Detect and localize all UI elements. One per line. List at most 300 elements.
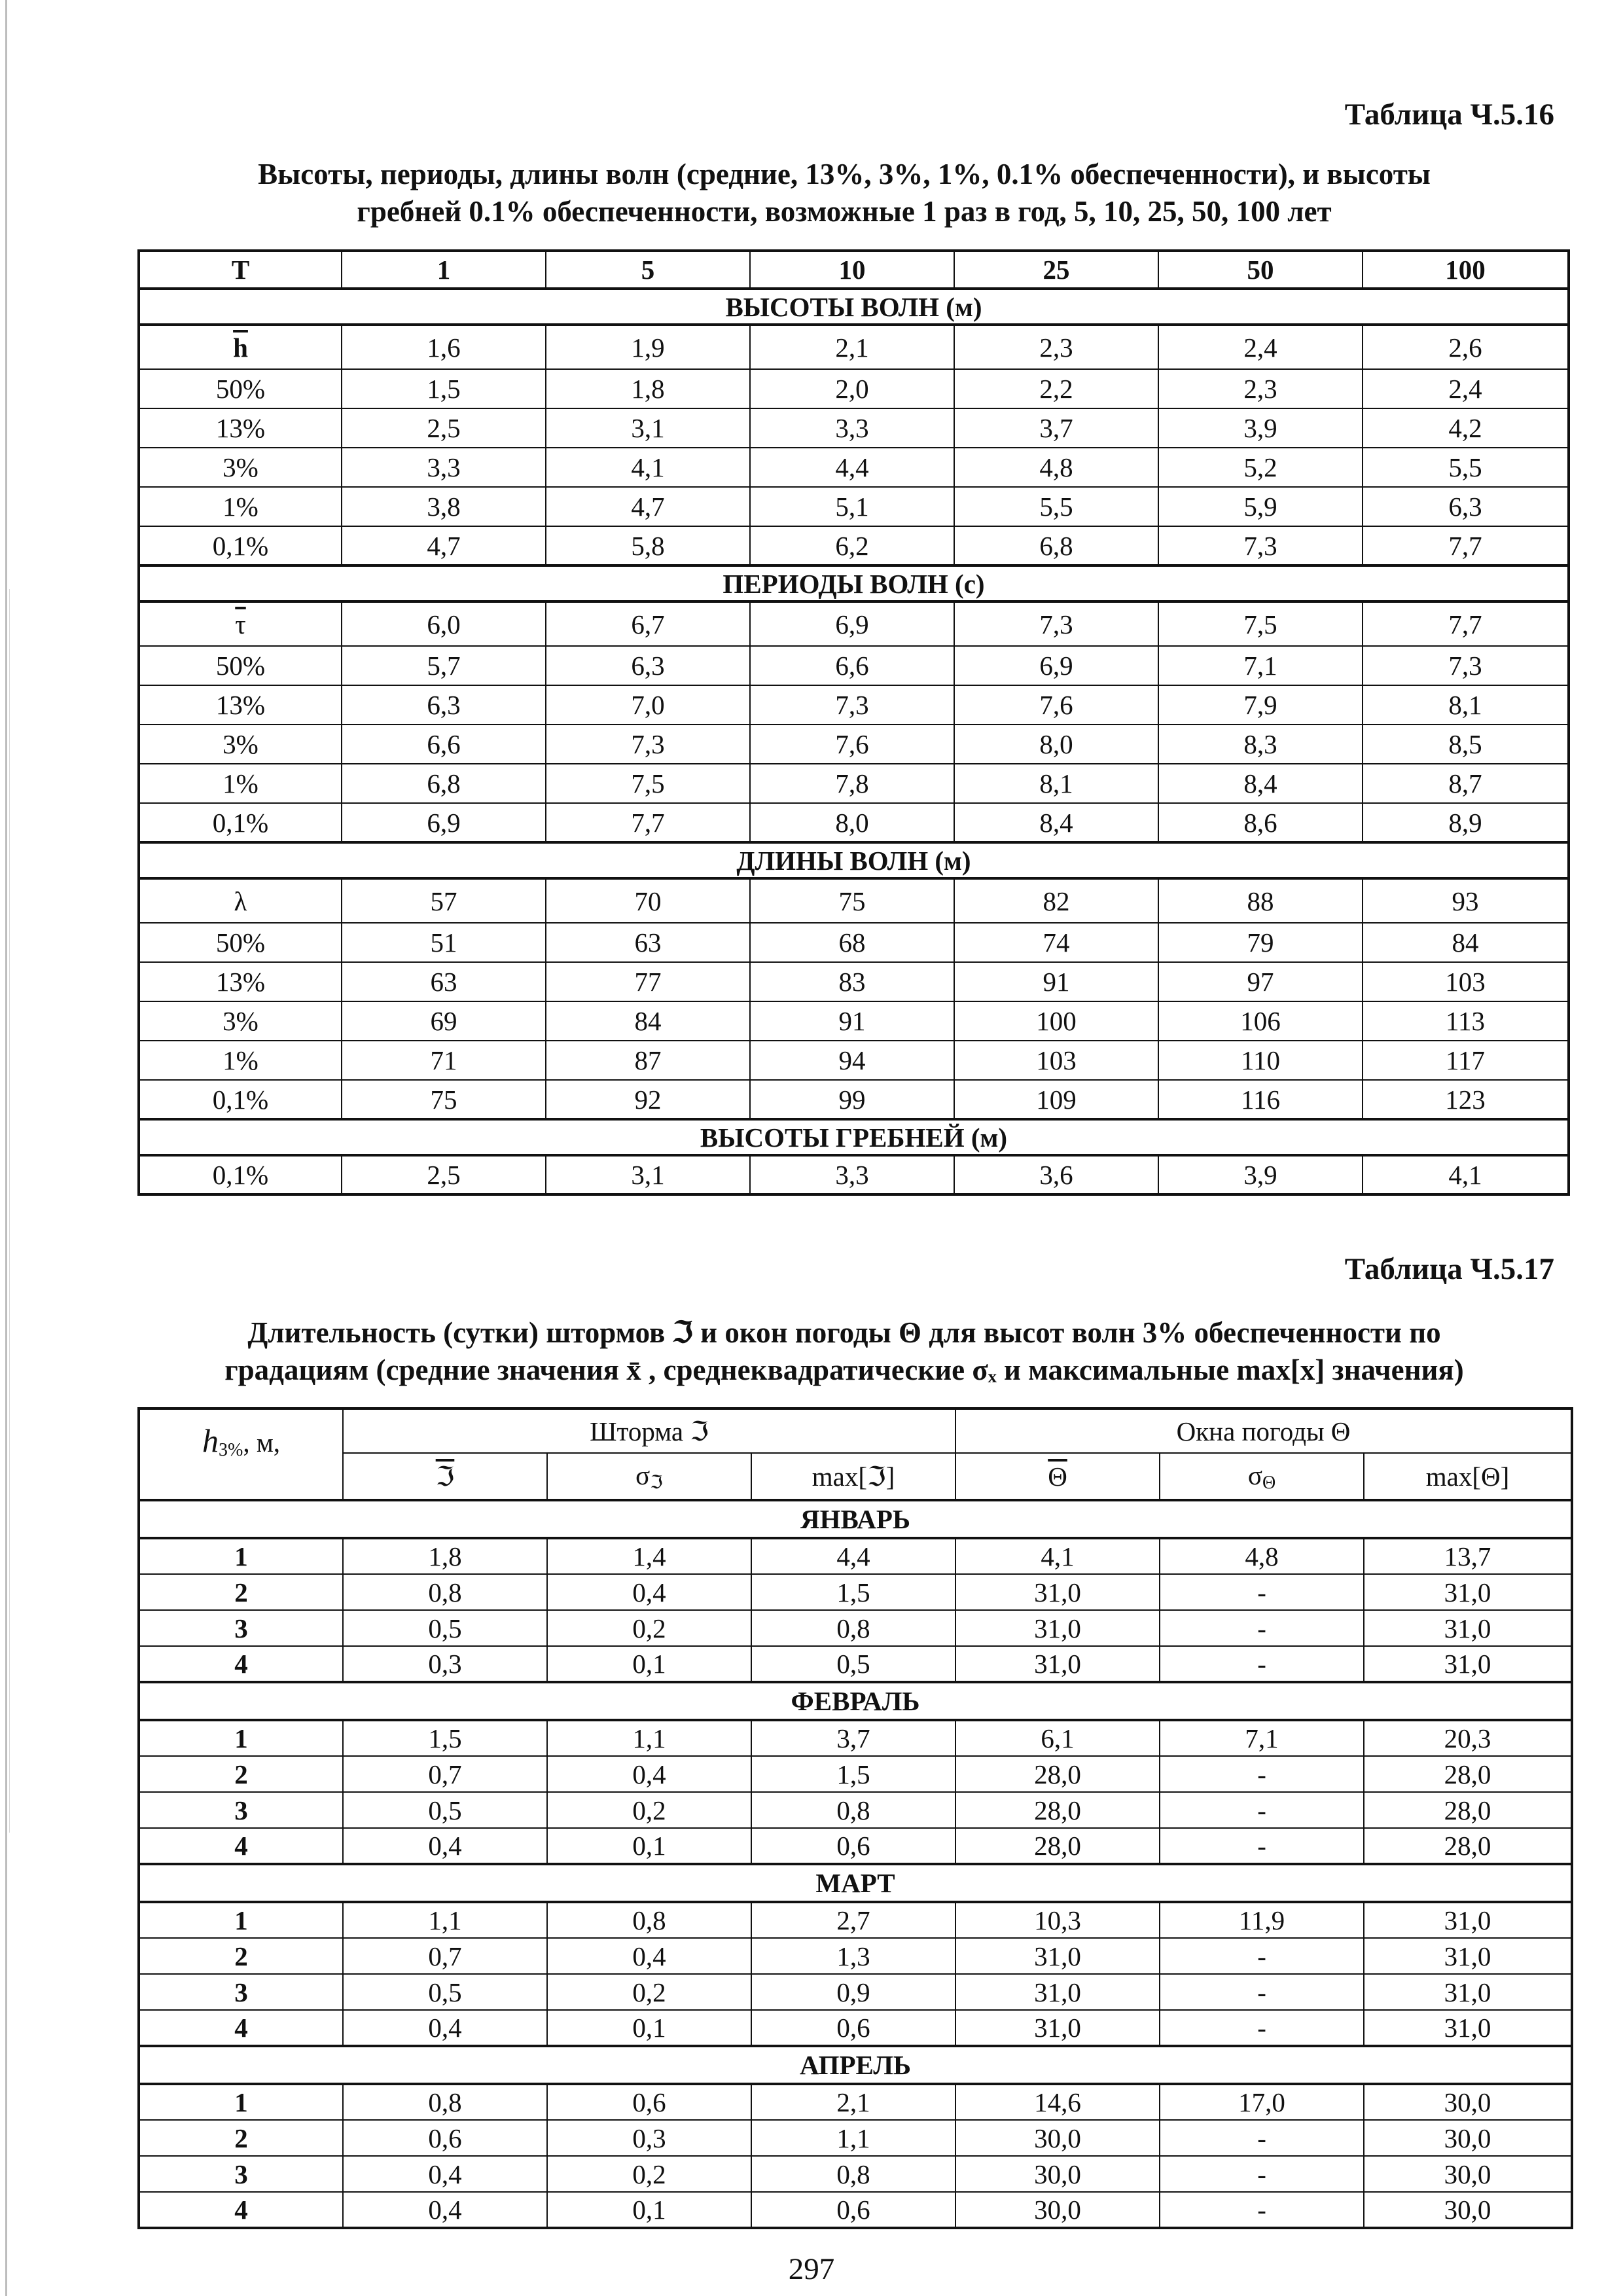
value-cell: 4,4 <box>751 1538 955 1574</box>
table1-caption-line1: Высоты, периоды, длины волн (средние, 13%, 3%, 1%, 0.1% обеспеченности), и высоты <box>258 158 1431 190</box>
value-cell: 0,8 <box>343 1574 547 1610</box>
value-cell: 28,0 <box>1364 1756 1572 1792</box>
value-cell: 2,4 <box>1363 369 1569 408</box>
value-cell: 8,1 <box>954 764 1158 803</box>
value-cell: 0,4 <box>343 2156 547 2192</box>
value-cell: 1,9 <box>546 325 750 369</box>
value-cell: 0,5 <box>343 1974 547 2010</box>
value-cell: 5,5 <box>954 487 1158 526</box>
value-cell: 0,1 <box>547 2010 751 2046</box>
scan-edge-line <box>5 0 7 2296</box>
value-cell: 0,6 <box>751 2010 955 2046</box>
row-label-cell: 1% <box>139 764 342 803</box>
value-cell: 68 <box>750 923 954 962</box>
value-cell: 3,1 <box>546 408 750 448</box>
value-cell: 4,8 <box>954 448 1158 487</box>
table1-label: Таблица Ч.5.16 <box>1344 98 1554 132</box>
row-label-cell: 13% <box>139 685 342 725</box>
value-cell: 4,7 <box>342 526 546 565</box>
value-cell: 7,7 <box>546 803 750 842</box>
value-cell: 0,1 <box>547 1646 751 1682</box>
storm-duration-table <box>137 1407 1573 2229</box>
value-cell: 20,3 <box>1364 1720 1572 1756</box>
table-row <box>139 646 1569 685</box>
value-cell: 7,7 <box>1363 601 1569 646</box>
value-cell: 7,6 <box>954 685 1158 725</box>
month-header-row <box>139 1864 1572 1902</box>
value-cell: 100 <box>954 1001 1158 1041</box>
value-cell: 106 <box>1158 1001 1363 1041</box>
table-row <box>139 1538 1572 1574</box>
value-cell: 0,1 <box>547 2192 751 2228</box>
value-cell: 14,6 <box>955 2084 1160 2120</box>
value-cell: 7,5 <box>1158 601 1363 646</box>
gradation-cell: 4 <box>139 2010 343 2046</box>
storm-sigma-subscript: ℑ <box>650 1472 663 1493</box>
gradation-cell: 4 <box>139 1828 343 1864</box>
value-cell: 3,9 <box>1158 1155 1363 1194</box>
value-cell: 7,3 <box>1158 526 1363 565</box>
header-cell: T <box>139 251 342 289</box>
section-title: ДЛИНЫ ВОЛН (м) <box>139 842 1569 878</box>
value-cell: 7,5 <box>546 764 750 803</box>
value-cell: 3,6 <box>954 1155 1158 1194</box>
table-row <box>139 526 1569 565</box>
value-cell: 30,0 <box>955 2192 1160 2228</box>
value-cell: 6,7 <box>546 601 750 646</box>
value-cell: 4,7 <box>546 487 750 526</box>
value-cell: 8,4 <box>954 803 1158 842</box>
value-cell: 7,8 <box>750 764 954 803</box>
value-cell: 13,7 <box>1364 1538 1572 1574</box>
value-cell: 87 <box>546 1041 750 1080</box>
value-cell: 6,9 <box>342 803 546 842</box>
gradation-cell: 2 <box>139 1756 343 1792</box>
table1-caption <box>131 156 1558 230</box>
value-cell: 0,4 <box>547 1938 751 1974</box>
table-row <box>139 923 1569 962</box>
header-cell: 50 <box>1158 251 1363 289</box>
value-cell: 6,9 <box>750 601 954 646</box>
table-row <box>139 2010 1572 2046</box>
row-label-cell: 0,1% <box>139 1080 342 1119</box>
value-cell: 6,8 <box>342 764 546 803</box>
storm-sigma-symbol: σ <box>635 1460 651 1490</box>
value-cell: 113 <box>1363 1001 1569 1041</box>
value-cell: 97 <box>1158 962 1363 1001</box>
value-cell: 91 <box>954 962 1158 1001</box>
value-cell: 0,6 <box>751 1828 955 1864</box>
value-cell: 93 <box>1363 878 1569 923</box>
storm-max-header: max[ℑ] <box>751 1453 955 1500</box>
value-cell: 1,4 <box>547 1538 751 1574</box>
value-cell: - <box>1160 1574 1364 1610</box>
gradation-cell: 2 <box>139 1574 343 1610</box>
table-row <box>139 2156 1572 2192</box>
value-cell: 77 <box>546 962 750 1001</box>
value-cell: 2,5 <box>342 1155 546 1194</box>
value-cell: 1,6 <box>342 325 546 369</box>
section-header-row <box>139 289 1569 325</box>
value-cell: 7,6 <box>750 725 954 764</box>
value-cell: - <box>1160 2192 1364 2228</box>
value-cell: 69 <box>342 1001 546 1041</box>
value-cell: 74 <box>954 923 1158 962</box>
row-label-cell: 50% <box>139 646 342 685</box>
window-max-header: max[Θ] <box>1364 1453 1572 1500</box>
value-cell: 1,5 <box>751 1574 955 1610</box>
month-header-row <box>139 1500 1572 1538</box>
value-cell: 6,6 <box>750 646 954 685</box>
value-cell: 0,8 <box>547 1902 751 1938</box>
value-cell: 0,8 <box>751 2156 955 2192</box>
value-cell: 83 <box>750 962 954 1001</box>
value-cell: 30,0 <box>1364 2084 1572 2120</box>
table-row <box>139 408 1569 448</box>
value-cell: 4,4 <box>750 448 954 487</box>
table-row <box>139 1792 1572 1828</box>
h3-subscript: 3% <box>218 1440 243 1460</box>
value-cell: 8,9 <box>1363 803 1569 842</box>
value-cell: 5,5 <box>1363 448 1569 487</box>
table-row <box>139 1080 1569 1119</box>
table-row <box>139 1041 1569 1080</box>
row-label-cell: 1% <box>139 487 342 526</box>
value-cell: 1,1 <box>547 1720 751 1756</box>
h3-symbol: h <box>202 1422 219 1459</box>
value-cell: 0,7 <box>343 1756 547 1792</box>
value-cell: 3,3 <box>342 448 546 487</box>
value-cell: 1,8 <box>343 1538 547 1574</box>
gradation-cell: 1 <box>139 1720 343 1756</box>
section-title: ВЫСОТЫ ГРЕБНЕЙ (м) <box>139 1119 1569 1155</box>
table1-header-row <box>139 251 1569 289</box>
value-cell: 30,0 <box>1364 2192 1572 2228</box>
value-cell: 2,3 <box>954 325 1158 369</box>
table-row <box>139 2192 1572 2228</box>
value-cell: - <box>1160 2156 1364 2192</box>
value-cell: 0,8 <box>343 2084 547 2120</box>
value-cell: 28,0 <box>955 1828 1160 1864</box>
storms-group-header: Шторма ℑ <box>343 1408 955 1453</box>
value-cell: 31,0 <box>1364 1974 1572 2010</box>
value-cell: 0,8 <box>751 1792 955 1828</box>
table-row <box>139 1828 1572 1864</box>
value-cell: 91 <box>750 1001 954 1041</box>
table1-caption-line2: гребней 0.1% обеспеченности, возможные 1 раз в год, 5, 10, 25, 50, 100 лет <box>357 195 1332 228</box>
gradation-cell: 2 <box>139 2120 343 2156</box>
value-cell: 31,0 <box>955 1974 1160 2010</box>
value-cell: 6,3 <box>1363 487 1569 526</box>
value-cell: 2,1 <box>751 2084 955 2120</box>
table-row <box>139 487 1569 526</box>
gradation-cell: 1 <box>139 2084 343 2120</box>
month-header-row <box>139 1682 1572 1720</box>
gradation-cell: 2 <box>139 1938 343 1974</box>
value-cell: 63 <box>342 962 546 1001</box>
value-cell: 82 <box>954 878 1158 923</box>
scan-edge-line-faint <box>9 589 10 1833</box>
value-cell: 6,6 <box>342 725 546 764</box>
value-cell: 1,5 <box>751 1756 955 1792</box>
value-cell: 8,0 <box>954 725 1158 764</box>
value-cell: 31,0 <box>1364 1610 1572 1646</box>
table-row <box>139 601 1569 646</box>
value-cell: 3,7 <box>954 408 1158 448</box>
value-cell: 57 <box>342 878 546 923</box>
table2-caption-line1: Длительность (сутки) штормов ℑ и окон погоды Θ для высот волн 3% обеспеченности по <box>247 1316 1441 1349</box>
value-cell: 17,0 <box>1160 2084 1364 2120</box>
value-cell: 0,4 <box>547 1574 751 1610</box>
value-cell: 28,0 <box>1364 1828 1572 1864</box>
section-header-row <box>139 565 1569 601</box>
value-cell: 8,1 <box>1363 685 1569 725</box>
value-cell: 3,8 <box>342 487 546 526</box>
value-cell: 116 <box>1158 1080 1363 1119</box>
value-cell: 0,6 <box>343 2120 547 2156</box>
value-cell: 2,5 <box>342 408 546 448</box>
row-label-cell: 50% <box>139 923 342 962</box>
value-cell: 0,2 <box>547 1610 751 1646</box>
value-cell: 2,3 <box>1158 369 1363 408</box>
row-label-cell: 13% <box>139 408 342 448</box>
value-cell: 0,5 <box>343 1792 547 1828</box>
value-cell: 7,9 <box>1158 685 1363 725</box>
value-cell: 0,4 <box>343 2192 547 2228</box>
value-cell: 109 <box>954 1080 1158 1119</box>
value-cell: - <box>1160 2120 1364 2156</box>
value-cell: 31,0 <box>1364 1938 1572 1974</box>
value-cell: 8,5 <box>1363 725 1569 764</box>
value-cell: 0,5 <box>751 1646 955 1682</box>
value-cell: 3,7 <box>751 1720 955 1756</box>
value-cell: 7,3 <box>954 601 1158 646</box>
value-cell: 84 <box>1363 923 1569 962</box>
value-cell: 31,0 <box>1364 1902 1572 1938</box>
value-cell: 4,1 <box>546 448 750 487</box>
value-cell: 0,2 <box>547 1792 751 1828</box>
value-cell: 0,9 <box>751 1974 955 2010</box>
value-cell: 4,8 <box>1160 1538 1364 1574</box>
row-label-cell: 0,1% <box>139 1155 342 1194</box>
value-cell: 84 <box>546 1001 750 1041</box>
value-cell: 5,1 <box>750 487 954 526</box>
value-cell: 1,3 <box>751 1938 955 1974</box>
section-title: ВЫСОТЫ ВОЛН (м) <box>139 289 1569 325</box>
value-cell: 0,1 <box>547 1828 751 1864</box>
value-cell: 6,2 <box>750 526 954 565</box>
value-cell: 1,8 <box>546 369 750 408</box>
value-cell: 5,7 <box>342 646 546 685</box>
value-cell: 31,0 <box>955 2010 1160 2046</box>
value-cell: 28,0 <box>955 1756 1160 1792</box>
month-title: МАРТ <box>139 1864 1572 1902</box>
gradation-cell: 4 <box>139 1646 343 1682</box>
value-cell: 0,6 <box>751 2192 955 2228</box>
value-cell: 51 <box>342 923 546 962</box>
value-cell: 2,4 <box>1158 325 1363 369</box>
value-cell: 70 <box>546 878 750 923</box>
row-label-cell: $\overline{h}$ <box>139 325 342 369</box>
table-row <box>139 1756 1572 1792</box>
value-cell: 92 <box>546 1080 750 1119</box>
value-cell: 7,1 <box>1158 646 1363 685</box>
table-row <box>139 325 1569 369</box>
value-cell: 31,0 <box>955 1574 1160 1610</box>
gradation-cell: 3 <box>139 2156 343 2192</box>
value-cell: 2,7 <box>751 1902 955 1938</box>
value-cell: 75 <box>750 878 954 923</box>
table-row <box>139 962 1569 1001</box>
value-cell: 7,3 <box>546 725 750 764</box>
h3-column-header <box>139 1408 343 1500</box>
value-cell: 8,7 <box>1363 764 1569 803</box>
value-cell: 31,0 <box>955 1646 1160 1682</box>
value-cell: 30,0 <box>955 2156 1160 2192</box>
table-row <box>139 1574 1572 1610</box>
table-row <box>139 1720 1572 1756</box>
value-cell: 3,3 <box>750 408 954 448</box>
value-cell: 5,2 <box>1158 448 1363 487</box>
storm-mean-header: ℑ <box>343 1453 547 1500</box>
value-cell: 3,9 <box>1158 408 1363 448</box>
window-sigma-subscript: Θ <box>1262 1472 1276 1493</box>
table-row <box>139 878 1569 923</box>
gradation-cell: 1 <box>139 1538 343 1574</box>
value-cell: 28,0 <box>955 1792 1160 1828</box>
value-cell: 5,8 <box>546 526 750 565</box>
value-cell: 0,2 <box>547 2156 751 2192</box>
value-cell: 4,2 <box>1363 408 1569 448</box>
section-title: ПЕРИОДЫ ВОЛН (с) <box>139 565 1569 601</box>
row-label-cell: 3% <box>139 448 342 487</box>
value-cell: 6,3 <box>546 646 750 685</box>
value-cell: 8,6 <box>1158 803 1363 842</box>
table2-header-row-1 <box>139 1408 1572 1453</box>
section-header-row <box>139 842 1569 878</box>
gradation-cell: 3 <box>139 1974 343 2010</box>
value-cell: 1,5 <box>343 1720 547 1756</box>
section-header-row <box>139 1119 1569 1155</box>
value-cell: 110 <box>1158 1041 1363 1080</box>
value-cell: 31,0 <box>1364 2010 1572 2046</box>
window-sigma-header <box>1160 1453 1364 1500</box>
value-cell: - <box>1160 1828 1364 1864</box>
table-row <box>139 1974 1572 2010</box>
value-cell: 0,6 <box>547 2084 751 2120</box>
value-cell: 4,1 <box>955 1538 1160 1574</box>
value-cell: 94 <box>750 1041 954 1080</box>
table-row <box>139 1902 1572 1938</box>
value-cell: 7,7 <box>1363 526 1569 565</box>
value-cell: 103 <box>1363 962 1569 1001</box>
value-cell: 3,3 <box>750 1155 954 1194</box>
value-cell: 6,1 <box>955 1720 1160 1756</box>
value-cell: - <box>1160 2010 1364 2046</box>
table-row <box>139 1155 1569 1194</box>
value-cell: 30,0 <box>1364 2120 1572 2156</box>
value-cell: 8,0 <box>750 803 954 842</box>
row-label-cell: λ <box>139 878 342 923</box>
table-row <box>139 369 1569 408</box>
table-row <box>139 448 1569 487</box>
window-mean-header: $\overline{\Theta}$ <box>955 1453 1160 1500</box>
storm-sigma-header <box>547 1453 751 1500</box>
value-cell: 2,0 <box>750 369 954 408</box>
value-cell: 0,2 <box>547 1974 751 2010</box>
value-cell: 6,3 <box>342 685 546 725</box>
value-cell: 1,1 <box>751 2120 955 2156</box>
value-cell: - <box>1160 1974 1364 2010</box>
wave-parameters-table <box>137 249 1570 1196</box>
row-label-cell: 0,1% <box>139 803 342 842</box>
table-row <box>139 1938 1572 1974</box>
value-cell: 71 <box>342 1041 546 1080</box>
table2-caption-line2: градациям (средние значения x̄ , среднеквадратические σₓ и максимальные max[x] значения) <box>224 1354 1464 1386</box>
value-cell: 30,0 <box>955 2120 1160 2156</box>
header-cell: 1 <box>342 251 546 289</box>
value-cell: 31,0 <box>1364 1574 1572 1610</box>
value-cell: 75 <box>342 1080 546 1119</box>
value-cell: 11,9 <box>1160 1902 1364 1938</box>
value-cell: 4,1 <box>1363 1155 1569 1194</box>
value-cell: 1,5 <box>342 369 546 408</box>
value-cell: 2,1 <box>750 325 954 369</box>
value-cell: 28,0 <box>1364 1792 1572 1828</box>
value-cell: 123 <box>1363 1080 1569 1119</box>
table2-label: Таблица Ч.5.17 <box>1344 1252 1554 1286</box>
h3-unit: , м, <box>243 1427 281 1458</box>
row-label-cell: 3% <box>139 725 342 764</box>
gradation-cell: 4 <box>139 2192 343 2228</box>
table2-caption <box>105 1314 1584 1389</box>
value-cell: 7,1 <box>1160 1720 1364 1756</box>
header-cell: 5 <box>546 251 750 289</box>
value-cell: 99 <box>750 1080 954 1119</box>
value-cell: 63 <box>546 923 750 962</box>
value-cell: 103 <box>954 1041 1158 1080</box>
value-cell: 0,5 <box>343 1610 547 1646</box>
value-cell: 8,3 <box>1158 725 1363 764</box>
row-label-cell: 13% <box>139 962 342 1001</box>
value-cell: - <box>1160 1646 1364 1682</box>
gradation-cell: 1 <box>139 1902 343 1938</box>
table2-header-row-2 <box>139 1453 1572 1500</box>
month-title: ЯНВАРЬ <box>139 1500 1572 1538</box>
value-cell: 6,8 <box>954 526 1158 565</box>
value-cell: 0,7 <box>343 1938 547 1974</box>
value-cell: 117 <box>1363 1041 1569 1080</box>
value-cell: 31,0 <box>1364 1646 1572 1682</box>
value-cell: - <box>1160 1938 1364 1974</box>
table-row <box>139 1646 1572 1682</box>
value-cell: 0,3 <box>547 2120 751 2156</box>
value-cell: 2,2 <box>954 369 1158 408</box>
value-cell: 0,8 <box>751 1610 955 1646</box>
value-cell: 10,3 <box>955 1902 1160 1938</box>
value-cell: 31,0 <box>955 1938 1160 1974</box>
gradation-cell: 3 <box>139 1610 343 1646</box>
table-row <box>139 2084 1572 2120</box>
row-label-cell: 50% <box>139 369 342 408</box>
value-cell: - <box>1160 1756 1364 1792</box>
value-cell: 0,4 <box>547 1756 751 1792</box>
month-title: АПРЕЛЬ <box>139 2046 1572 2084</box>
table-row <box>139 725 1569 764</box>
value-cell: 2,6 <box>1363 325 1569 369</box>
row-label-cell: 3% <box>139 1001 342 1041</box>
value-cell: 30,0 <box>1364 2156 1572 2192</box>
